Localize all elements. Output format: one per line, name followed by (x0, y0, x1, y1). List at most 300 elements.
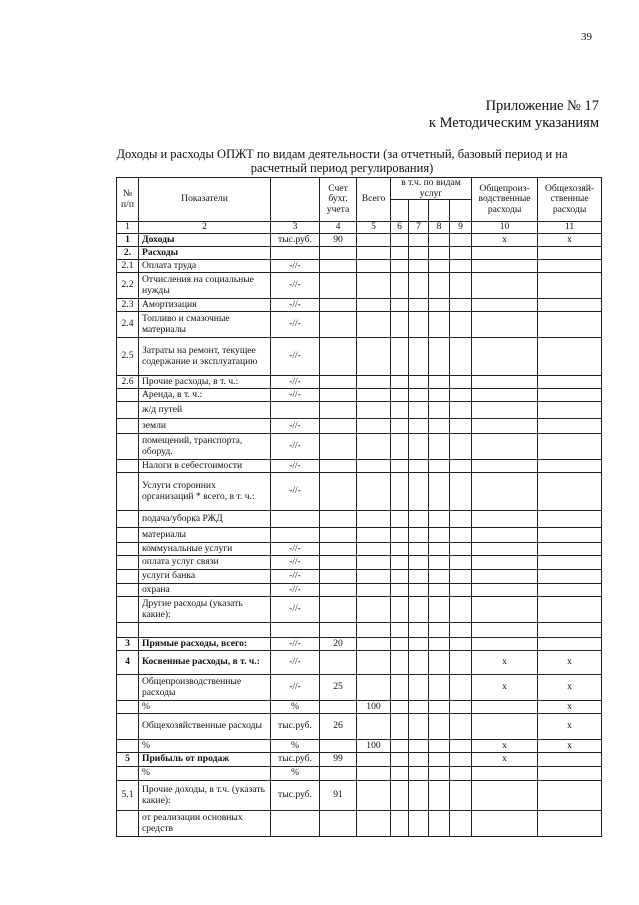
row-service-6 (391, 675, 409, 701)
row-service-9 (450, 511, 472, 528)
row-service-7 (409, 701, 429, 714)
row-service-7 (409, 584, 429, 597)
income-expense-table (116, 177, 602, 837)
row-number (117, 597, 139, 623)
row-number: 2.1 (117, 260, 139, 273)
row-service-7 (409, 260, 429, 273)
row-service-6 (391, 584, 409, 597)
row-number (117, 473, 139, 511)
row-service-6 (391, 753, 409, 767)
row-service-8 (429, 543, 450, 556)
row-number: 3 (117, 638, 139, 651)
row-number (117, 584, 139, 597)
table-row (117, 376, 602, 389)
row-unit: тыс.руб. (271, 234, 320, 247)
row-service-9 (450, 473, 472, 511)
row-service-7 (409, 511, 429, 528)
row-general-production (472, 460, 538, 473)
table-row (117, 312, 602, 338)
row-service-8 (429, 299, 450, 312)
row-account (320, 473, 357, 511)
row-service-9 (450, 434, 472, 460)
row-unit: -//- (271, 638, 320, 651)
row-total (357, 623, 391, 638)
row-service-7 (409, 338, 429, 376)
row-unit: -//- (271, 434, 320, 460)
row-service-8 (429, 338, 450, 376)
row-account (320, 511, 357, 528)
row-service-7 (409, 740, 429, 753)
row-service-8 (429, 402, 450, 419)
row-indicator: % (139, 767, 271, 781)
page-number: 39 (581, 31, 592, 43)
table-row (117, 402, 602, 419)
row-unit: -//- (271, 389, 320, 402)
row-service-8 (429, 376, 450, 389)
row-service-6 (391, 623, 409, 638)
row-service-7 (409, 638, 429, 651)
row-number: 4 (117, 651, 139, 675)
row-general-production (472, 781, 538, 811)
row-number: 2.6 (117, 376, 139, 389)
row-service-9 (450, 260, 472, 273)
row-service-7 (409, 419, 429, 434)
row-service-8 (429, 460, 450, 473)
row-unit: тыс.руб. (271, 753, 320, 767)
row-general-economic (538, 584, 602, 597)
row-number (117, 811, 139, 837)
row-unit: -//- (271, 570, 320, 584)
row-service-9 (450, 419, 472, 434)
row-account (320, 543, 357, 556)
column-number: 6 (391, 222, 409, 234)
row-number (117, 623, 139, 638)
row-service-8 (429, 473, 450, 511)
row-general-production (472, 767, 538, 781)
row-service-6 (391, 811, 409, 837)
row-service-8 (429, 234, 450, 247)
row-number (117, 675, 139, 701)
row-account (320, 260, 357, 273)
row-account (320, 419, 357, 434)
row-service-6 (391, 528, 409, 543)
row-indicator: подача/уборка РЖД (139, 511, 271, 528)
header-total: Всего (357, 178, 391, 222)
row-service-7 (409, 247, 429, 260)
table-row (117, 701, 602, 714)
row-total (357, 543, 391, 556)
row-service-6 (391, 651, 409, 675)
row-service-7 (409, 528, 429, 543)
row-account: 90 (320, 234, 357, 247)
row-service-6 (391, 312, 409, 338)
row-account (320, 701, 357, 714)
row-general-production (472, 434, 538, 460)
row-service-9 (450, 740, 472, 753)
row-service-8 (429, 781, 450, 811)
row-account (320, 740, 357, 753)
row-total (357, 570, 391, 584)
column-number: 10 (472, 222, 538, 234)
header-account: Счет бухг. учета (320, 178, 357, 222)
row-account: 26 (320, 714, 357, 740)
table-row (117, 584, 602, 597)
row-general-production (472, 597, 538, 623)
row-account (320, 623, 357, 638)
row-indicator: Общепроизводственные расходы (139, 675, 271, 701)
row-indicator: Общехозяйственные расходы (139, 714, 271, 740)
row-number (117, 389, 139, 402)
row-indicator: земли (139, 419, 271, 434)
row-service-8 (429, 623, 450, 638)
document-title: Доходы и расходы ОПЖТ по видам деятельности (за отчетный, базовый период и на расчетный период регулирования) (116, 147, 568, 175)
row-unit (271, 623, 320, 638)
row-service-7 (409, 623, 429, 638)
row-total (357, 556, 391, 570)
table-row (117, 638, 602, 651)
row-service-7 (409, 543, 429, 556)
table-row (117, 389, 602, 402)
row-total (357, 781, 391, 811)
row-service-7 (409, 597, 429, 623)
row-account (320, 312, 357, 338)
row-total (357, 299, 391, 312)
row-service-9 (450, 701, 472, 714)
row-general-economic (538, 623, 602, 638)
row-general-production (472, 556, 538, 570)
row-total (357, 638, 391, 651)
row-general-production (472, 623, 538, 638)
row-indicator: Отчисления на социальные нужды (139, 273, 271, 299)
row-total (357, 651, 391, 675)
table-row (117, 528, 602, 543)
row-account: 25 (320, 675, 357, 701)
row-general-production: x (472, 740, 538, 753)
row-service-8 (429, 247, 450, 260)
row-indicator: Расходы (139, 247, 271, 260)
row-service-6 (391, 556, 409, 570)
row-service-9 (450, 376, 472, 389)
row-general-economic (538, 389, 602, 402)
row-general-economic (538, 402, 602, 419)
row-service-8 (429, 714, 450, 740)
row-indicator: Прочие расходы, в т. ч.: (139, 376, 271, 389)
row-indicator: оплата услуг связи (139, 556, 271, 570)
row-number (117, 740, 139, 753)
row-unit: -//- (271, 651, 320, 675)
row-total (357, 260, 391, 273)
row-general-production (472, 543, 538, 556)
table-row (117, 273, 602, 299)
row-unit: -//- (271, 460, 320, 473)
row-service-9 (450, 273, 472, 299)
row-total (357, 419, 391, 434)
row-service-6 (391, 419, 409, 434)
row-total (357, 675, 391, 701)
row-account (320, 460, 357, 473)
row-service-6 (391, 338, 409, 376)
row-unit: % (271, 701, 320, 714)
row-service-6 (391, 434, 409, 460)
row-account (320, 811, 357, 837)
row-general-production (472, 638, 538, 651)
row-service-7 (409, 273, 429, 299)
row-total (357, 312, 391, 338)
row-indicator: ж/д путей (139, 402, 271, 419)
row-service-9 (450, 234, 472, 247)
row-service-8 (429, 273, 450, 299)
column-number: 1 (117, 222, 139, 234)
row-general-economic (538, 312, 602, 338)
table-row (117, 260, 602, 273)
row-general-production (472, 528, 538, 543)
row-service-9 (450, 247, 472, 260)
row-total (357, 528, 391, 543)
table-row (117, 597, 602, 623)
row-unit: тыс.руб. (271, 714, 320, 740)
table-row (117, 811, 602, 837)
row-unit: -//- (271, 556, 320, 570)
row-service-7 (409, 434, 429, 460)
header-general-economic: Общехозяй-ственные расходы (538, 178, 602, 222)
header-service-8 (429, 200, 450, 222)
row-unit: -//- (271, 338, 320, 376)
row-general-production (472, 376, 538, 389)
row-general-economic (538, 511, 602, 528)
row-total: 100 (357, 740, 391, 753)
row-service-6 (391, 247, 409, 260)
row-service-9 (450, 767, 472, 781)
row-number (117, 402, 139, 419)
row-general-economic: x (538, 740, 602, 753)
row-number (117, 714, 139, 740)
row-general-production (472, 584, 538, 597)
table-row (117, 419, 602, 434)
row-indicator: материалы (139, 528, 271, 543)
column-number-row (117, 222, 602, 234)
row-service-8 (429, 638, 450, 651)
row-account (320, 584, 357, 597)
row-account (320, 528, 357, 543)
row-service-7 (409, 811, 429, 837)
table-row (117, 556, 602, 570)
header-unit (271, 178, 320, 222)
row-general-economic (538, 273, 602, 299)
row-general-production (472, 299, 538, 312)
header-num: № п/п (117, 178, 139, 222)
header-general-production: Общепроиз-водственные расходы (472, 178, 538, 222)
row-account (320, 402, 357, 419)
row-unit (271, 402, 320, 419)
row-indicator: охрана (139, 584, 271, 597)
row-general-economic: x (538, 714, 602, 740)
row-general-production (472, 312, 538, 338)
row-general-economic (538, 528, 602, 543)
row-service-8 (429, 701, 450, 714)
row-number: 2.3 (117, 299, 139, 312)
row-account (320, 767, 357, 781)
row-service-6 (391, 234, 409, 247)
row-service-9 (450, 675, 472, 701)
row-unit: -//- (271, 260, 320, 273)
row-general-economic (538, 597, 602, 623)
table-row (117, 299, 602, 312)
column-number: 9 (450, 222, 472, 234)
row-account (320, 556, 357, 570)
column-number: 3 (271, 222, 320, 234)
row-service-9 (450, 753, 472, 767)
row-service-8 (429, 740, 450, 753)
row-unit (271, 811, 320, 837)
row-indicator: Прибыль от продаж (139, 753, 271, 767)
table-body (117, 234, 602, 837)
row-total (357, 434, 391, 460)
row-general-economic (538, 638, 602, 651)
row-general-economic: x (538, 675, 602, 701)
row-service-7 (409, 556, 429, 570)
row-number (117, 511, 139, 528)
table-row (117, 651, 602, 675)
row-service-8 (429, 651, 450, 675)
row-general-economic (538, 781, 602, 811)
row-service-7 (409, 376, 429, 389)
row-account (320, 299, 357, 312)
row-unit: тыс.руб. (271, 781, 320, 811)
row-number: 2.5 (117, 338, 139, 376)
table-row (117, 714, 602, 740)
row-total (357, 376, 391, 389)
row-service-9 (450, 781, 472, 811)
row-general-economic (538, 299, 602, 312)
row-account: 91 (320, 781, 357, 811)
row-service-8 (429, 528, 450, 543)
row-indicator: Услуги сторонних организаций * всего, в т. ч.: (139, 473, 271, 511)
row-service-8 (429, 556, 450, 570)
row-total (357, 584, 391, 597)
row-general-production (472, 419, 538, 434)
row-general-production (472, 511, 538, 528)
header-service-9 (450, 200, 472, 222)
row-total (357, 811, 391, 837)
row-general-economic (538, 260, 602, 273)
row-indicator: % (139, 740, 271, 753)
row-number (117, 419, 139, 434)
row-account (320, 273, 357, 299)
row-indicator: Амортизация (139, 299, 271, 312)
row-service-7 (409, 460, 429, 473)
row-number (117, 556, 139, 570)
row-total (357, 389, 391, 402)
row-total (357, 753, 391, 767)
row-general-economic: x (538, 234, 602, 247)
row-indicator: услуги банка (139, 570, 271, 584)
row-unit: -//- (271, 312, 320, 338)
row-general-economic (538, 473, 602, 511)
row-service-9 (450, 543, 472, 556)
row-account (320, 651, 357, 675)
row-total: 100 (357, 701, 391, 714)
row-account (320, 597, 357, 623)
row-service-6 (391, 714, 409, 740)
row-general-economic (538, 570, 602, 584)
row-unit: -//- (271, 675, 320, 701)
row-indicator: помещений, транспорта, оборуд. (139, 434, 271, 460)
row-general-economic: x (538, 701, 602, 714)
row-service-7 (409, 570, 429, 584)
row-total (357, 338, 391, 376)
row-general-production (472, 811, 538, 837)
row-service-8 (429, 419, 450, 434)
row-service-8 (429, 570, 450, 584)
row-number: 5.1 (117, 781, 139, 811)
row-number: 2.2 (117, 273, 139, 299)
column-number: 5 (357, 222, 391, 234)
table-row (117, 781, 602, 811)
row-general-production: x (472, 675, 538, 701)
appendix-line-1: Приложение № 17 (485, 98, 599, 114)
row-service-7 (409, 675, 429, 701)
row-service-6 (391, 273, 409, 299)
row-service-8 (429, 260, 450, 273)
row-service-9 (450, 811, 472, 837)
row-unit (271, 511, 320, 528)
row-account (320, 570, 357, 584)
row-indicator: Прямые расходы, всего: (139, 638, 271, 651)
row-service-6 (391, 767, 409, 781)
table-row (117, 434, 602, 460)
row-service-6 (391, 473, 409, 511)
row-general-economic: x (538, 651, 602, 675)
row-unit (271, 528, 320, 543)
row-service-7 (409, 714, 429, 740)
row-number: 1 (117, 234, 139, 247)
row-number: 2.4 (117, 312, 139, 338)
row-account: 99 (320, 753, 357, 767)
table-row (117, 740, 602, 753)
row-general-economic (538, 543, 602, 556)
row-general-production (472, 247, 538, 260)
row-indicator: Другие расходы (указать какие): (139, 597, 271, 623)
row-service-6 (391, 701, 409, 714)
header-service-7 (409, 200, 429, 222)
row-service-9 (450, 389, 472, 402)
row-general-production (472, 260, 538, 273)
row-unit (271, 247, 320, 260)
row-indicator: Доходы (139, 234, 271, 247)
row-indicator: от реализации основных средств (139, 811, 271, 837)
table-row (117, 543, 602, 556)
row-general-economic (538, 419, 602, 434)
header-services: в т.ч. по видам услуг (391, 178, 472, 200)
row-indicator: Прочие доходы, в т.ч. (указать какие): (139, 781, 271, 811)
row-service-6 (391, 376, 409, 389)
row-general-production (472, 389, 538, 402)
row-total (357, 460, 391, 473)
row-total (357, 473, 391, 511)
row-service-6 (391, 543, 409, 556)
row-number: 5 (117, 753, 139, 767)
row-service-9 (450, 338, 472, 376)
row-service-7 (409, 299, 429, 312)
table-row (117, 473, 602, 511)
row-unit: -//- (271, 543, 320, 556)
row-account (320, 389, 357, 402)
row-service-6 (391, 740, 409, 753)
table-row (117, 247, 602, 260)
row-indicator: Топливо и смазочные материалы (139, 312, 271, 338)
column-number: 11 (538, 222, 602, 234)
column-number: 8 (429, 222, 450, 234)
